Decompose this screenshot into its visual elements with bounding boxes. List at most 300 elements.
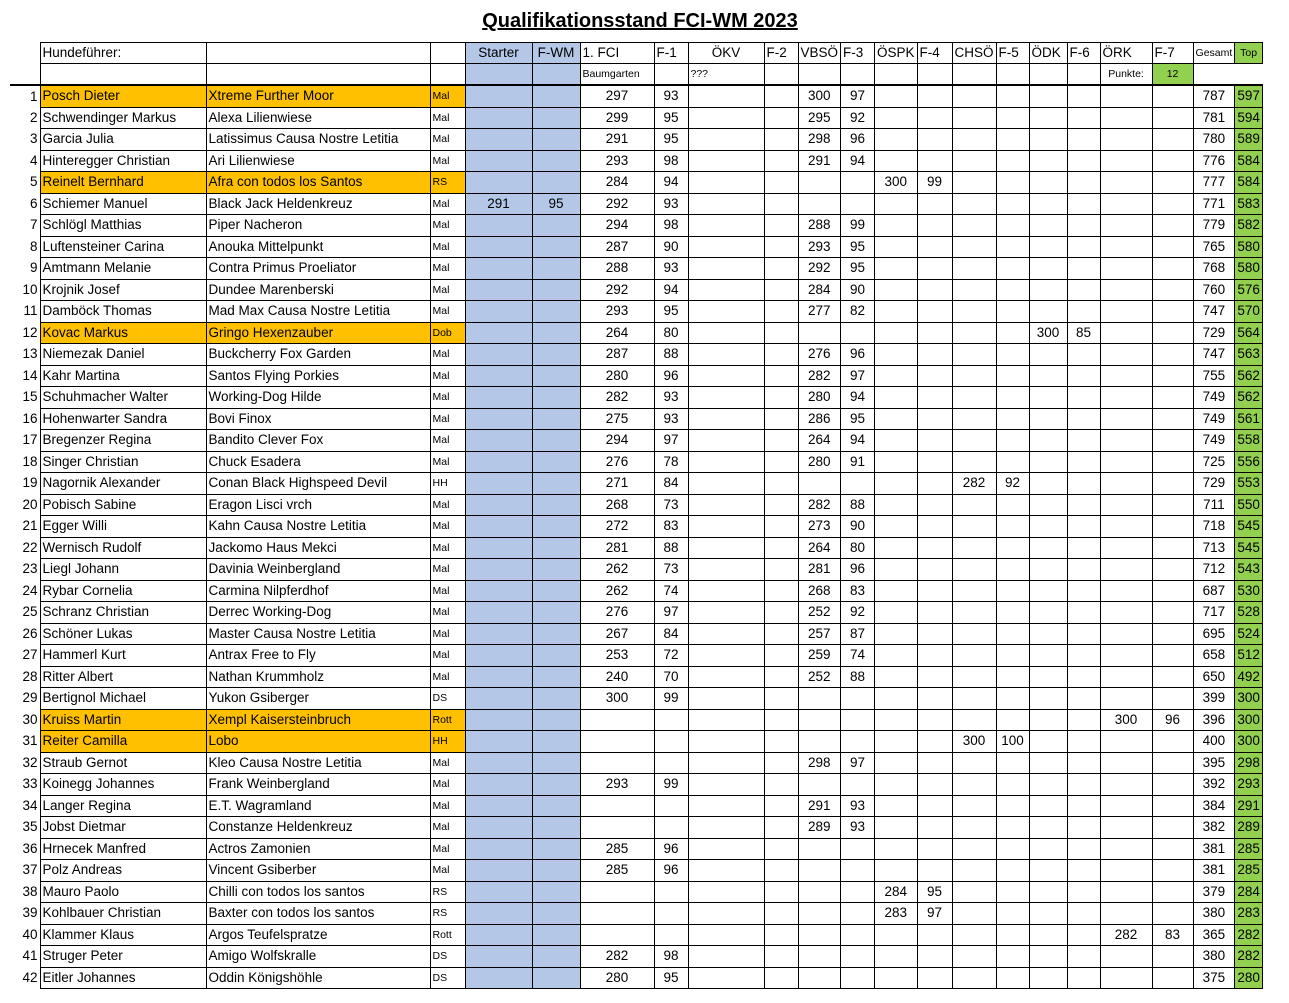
- score-ospk: [875, 322, 918, 344]
- score-f7: [1152, 451, 1193, 473]
- total-points: 718: [1193, 516, 1235, 538]
- score-f2: [764, 709, 798, 731]
- score-fci: 294: [580, 430, 654, 452]
- score-f7: [1152, 881, 1193, 903]
- score-fwm: [532, 516, 580, 538]
- score-f3: [841, 860, 875, 882]
- top-points: 300: [1235, 731, 1263, 753]
- subheader-gesamt: Punkte:: [1100, 64, 1152, 86]
- score-f2: [764, 580, 798, 602]
- score-fci: 282: [580, 387, 654, 409]
- score-f4: [917, 752, 952, 774]
- score-f7: 96: [1152, 709, 1193, 731]
- score-okv: [688, 365, 764, 387]
- score-f7: [1152, 279, 1193, 301]
- score-chso: [952, 215, 996, 237]
- breed-cell: Mal: [430, 85, 465, 107]
- score-f1: 97: [654, 602, 688, 624]
- score-ork: [1100, 731, 1152, 753]
- score-st: [465, 602, 532, 624]
- score-odk: [1029, 881, 1067, 903]
- score-f2: [764, 365, 798, 387]
- handler-name: Schuhmacher Walter: [40, 387, 206, 409]
- score-odk: [1029, 107, 1067, 129]
- score-vbso: 286: [798, 408, 841, 430]
- score-ork: [1100, 580, 1152, 602]
- score-fwm: [532, 258, 580, 280]
- score-fci: 284: [580, 172, 654, 194]
- score-ospk: 300: [875, 172, 918, 194]
- score-ospk: [875, 559, 918, 581]
- score-fci: 287: [580, 236, 654, 258]
- total-points: 381: [1193, 838, 1235, 860]
- score-chso: [952, 172, 996, 194]
- total-points: 725: [1193, 451, 1235, 473]
- score-ospk: [875, 473, 918, 495]
- score-okv: [688, 903, 764, 925]
- score-chso: [952, 602, 996, 624]
- score-f4: [917, 774, 952, 796]
- score-ospk: [875, 774, 918, 796]
- total-points: 396: [1193, 709, 1235, 731]
- score-chso: [952, 924, 996, 946]
- score-f6: [1067, 107, 1100, 129]
- score-f2: [764, 193, 798, 215]
- table-row: [10, 258, 1262, 280]
- top-points: 558: [1235, 430, 1263, 452]
- handler-name: Pobisch Sabine: [40, 494, 206, 516]
- score-f4: [917, 344, 952, 366]
- dog-name: Amigo Wolfskralle: [206, 946, 430, 968]
- score-chso: [952, 85, 996, 107]
- score-ospk: [875, 215, 918, 237]
- score-okv: [688, 688, 764, 710]
- score-f7: [1152, 903, 1193, 925]
- score-ork: [1100, 623, 1152, 645]
- score-f4: [917, 236, 952, 258]
- dog-name: Conan Black Highspeed Devil: [206, 473, 430, 495]
- score-f6: [1067, 85, 1100, 107]
- score-f1: 93: [654, 258, 688, 280]
- handler-name: Straub Gernot: [40, 752, 206, 774]
- breed-cell: Mal: [430, 494, 465, 516]
- empty-cell: [764, 64, 798, 86]
- score-ospk: [875, 408, 918, 430]
- score-okv: [688, 494, 764, 516]
- score-st: [465, 85, 532, 107]
- score-odk: [1029, 258, 1067, 280]
- score-f3: 94: [841, 387, 875, 409]
- score-f6: [1067, 150, 1100, 172]
- score-f3: [841, 946, 875, 968]
- score-f4: [917, 860, 952, 882]
- table-row: [10, 172, 1262, 194]
- col-header-f-7: F-7: [1152, 43, 1193, 64]
- score-f4: [917, 967, 952, 989]
- score-fci: [580, 817, 654, 839]
- top-points: 576: [1235, 279, 1263, 301]
- score-odk: [1029, 236, 1067, 258]
- score-odk: [1029, 666, 1067, 688]
- score-fwm: [532, 150, 580, 172]
- score-vbso: [798, 924, 841, 946]
- score-f3: 82: [841, 301, 875, 323]
- score-fci: 275: [580, 408, 654, 430]
- score-f1: 84: [654, 623, 688, 645]
- score-ork: [1100, 279, 1152, 301]
- score-f3: [841, 903, 875, 925]
- score-odk: [1029, 150, 1067, 172]
- table-row: [10, 688, 1262, 710]
- score-okv: [688, 430, 764, 452]
- score-f6: [1067, 301, 1100, 323]
- score-odk: [1029, 451, 1067, 473]
- score-chso: [952, 322, 996, 344]
- total-points: 392: [1193, 774, 1235, 796]
- score-f6: [1067, 193, 1100, 215]
- top-points: 528: [1235, 602, 1263, 624]
- total-points: 749: [1193, 430, 1235, 452]
- score-vbso: 252: [798, 666, 841, 688]
- score-f6: [1067, 838, 1100, 860]
- total-points: 381: [1193, 860, 1235, 882]
- rank-cell: 15: [10, 387, 40, 409]
- score-f3: [841, 473, 875, 495]
- breed-cell: Mal: [430, 580, 465, 602]
- score-fci: 272: [580, 516, 654, 538]
- score-f7: [1152, 838, 1193, 860]
- score-f1: 83: [654, 516, 688, 538]
- empty-cell: [532, 64, 580, 86]
- score-f1: 72: [654, 645, 688, 667]
- score-chso: [952, 860, 996, 882]
- score-f1: 93: [654, 85, 688, 107]
- score-fwm: [532, 924, 580, 946]
- dog-name: Santos Flying Porkies: [206, 365, 430, 387]
- score-f2: [764, 537, 798, 559]
- dog-name: Latissimus Causa Nostre Letitia: [206, 129, 430, 151]
- score-ork: [1100, 602, 1152, 624]
- score-ork: [1100, 408, 1152, 430]
- score-ospk: [875, 107, 918, 129]
- score-f6: [1067, 645, 1100, 667]
- score-ork: [1100, 193, 1152, 215]
- score-f4: [917, 817, 952, 839]
- score-f5: [996, 602, 1029, 624]
- score-ork: [1100, 752, 1152, 774]
- top-points: 282: [1235, 946, 1263, 968]
- breed-cell: Mal: [430, 279, 465, 301]
- score-ork: [1100, 322, 1152, 344]
- score-vbso: [798, 881, 841, 903]
- score-vbso: 291: [798, 150, 841, 172]
- score-f1: 95: [654, 301, 688, 323]
- dog-name: Nathan Krummholz: [206, 666, 430, 688]
- handler-name: Nagornik Alexander: [40, 473, 206, 495]
- dog-name: Davinia Weinbergland: [206, 559, 430, 581]
- score-chso: [952, 430, 996, 452]
- score-f7: [1152, 150, 1193, 172]
- score-f4: [917, 451, 952, 473]
- score-ork: [1100, 451, 1152, 473]
- handler-name: Posch Dieter: [40, 85, 206, 107]
- score-fwm: [532, 344, 580, 366]
- score-fci: 276: [580, 451, 654, 473]
- top-points: 556: [1235, 451, 1263, 473]
- score-odk: [1029, 387, 1067, 409]
- score-fci: 262: [580, 559, 654, 581]
- score-okv: [688, 408, 764, 430]
- handler-name: Schiemer Manuel: [40, 193, 206, 215]
- dog-name: Carmina Nilpferdhof: [206, 580, 430, 602]
- score-f2: [764, 150, 798, 172]
- score-ork: [1100, 129, 1152, 151]
- score-odk: [1029, 795, 1067, 817]
- score-f2: [764, 279, 798, 301]
- score-fwm: [532, 559, 580, 581]
- score-f7: [1152, 537, 1193, 559]
- dog-name: Eragon Lisci vrch: [206, 494, 430, 516]
- score-chso: [952, 580, 996, 602]
- score-st: [465, 150, 532, 172]
- score-f4: [917, 387, 952, 409]
- table-row: [10, 473, 1262, 495]
- score-okv: [688, 172, 764, 194]
- score-ospk: [875, 645, 918, 667]
- score-f1: [654, 795, 688, 817]
- score-odk: [1029, 537, 1067, 559]
- col-header--kv: ÖKV: [688, 43, 764, 64]
- rank-cell: 2: [10, 107, 40, 129]
- score-st: [465, 623, 532, 645]
- score-vbso: 268: [798, 580, 841, 602]
- breed-cell: Mal: [430, 107, 465, 129]
- score-okv: [688, 881, 764, 903]
- score-f6: [1067, 430, 1100, 452]
- score-f1: [654, 709, 688, 731]
- score-fwm: [532, 451, 580, 473]
- score-fwm: [532, 322, 580, 344]
- score-f6: [1067, 752, 1100, 774]
- score-vbso: 289: [798, 817, 841, 839]
- score-chso: [952, 774, 996, 796]
- score-f6: [1067, 494, 1100, 516]
- score-ork: [1100, 688, 1152, 710]
- score-odk: [1029, 860, 1067, 882]
- handler-name: Ritter Albert: [40, 666, 206, 688]
- score-fci: 291: [580, 129, 654, 151]
- score-vbso: [798, 322, 841, 344]
- table-row: [10, 322, 1262, 344]
- rank-cell: 28: [10, 666, 40, 688]
- handler-name: Klammer Klaus: [40, 924, 206, 946]
- rank-cell: 12: [10, 322, 40, 344]
- breed-cell: Mal: [430, 666, 465, 688]
- score-f4: [917, 838, 952, 860]
- score-f2: [764, 344, 798, 366]
- score-f3: 96: [841, 344, 875, 366]
- score-f3: 97: [841, 752, 875, 774]
- score-okv: [688, 602, 764, 624]
- score-vbso: [798, 709, 841, 731]
- top-points: 282: [1235, 924, 1263, 946]
- score-fwm: [532, 709, 580, 731]
- score-f7: [1152, 236, 1193, 258]
- score-f4: [917, 580, 952, 602]
- total-points: 695: [1193, 623, 1235, 645]
- top-points: 300: [1235, 688, 1263, 710]
- dog-name: Chilli con todos los santos: [206, 881, 430, 903]
- score-f6: [1067, 967, 1100, 989]
- score-st: [465, 430, 532, 452]
- dog-name: Alexa Lilienwiese: [206, 107, 430, 129]
- score-f2: [764, 817, 798, 839]
- score-vbso: [798, 838, 841, 860]
- score-fwm: [532, 903, 580, 925]
- score-odk: [1029, 430, 1067, 452]
- score-vbso: [798, 688, 841, 710]
- top-points: 589: [1235, 129, 1263, 151]
- table-row: [10, 516, 1262, 538]
- total-points: 399: [1193, 688, 1235, 710]
- handler-name: Reinelt Bernhard: [40, 172, 206, 194]
- dog-name: Afra con todos los Santos: [206, 172, 430, 194]
- score-chso: [952, 795, 996, 817]
- score-f2: [764, 107, 798, 129]
- top-points: 583: [1235, 193, 1263, 215]
- score-fci: [580, 709, 654, 731]
- score-vbso: 273: [798, 516, 841, 538]
- table-row: [10, 817, 1262, 839]
- score-f6: [1067, 795, 1100, 817]
- score-f1: 96: [654, 838, 688, 860]
- breed-cell: Mal: [430, 559, 465, 581]
- score-ork: [1100, 817, 1152, 839]
- score-odk: [1029, 709, 1067, 731]
- score-f2: [764, 559, 798, 581]
- score-okv: [688, 731, 764, 753]
- score-odk: [1029, 279, 1067, 301]
- score-chso: [952, 881, 996, 903]
- breed-cell: Mal: [430, 451, 465, 473]
- score-f1: 93: [654, 387, 688, 409]
- score-fci: 292: [580, 279, 654, 301]
- score-f1: [654, 924, 688, 946]
- breed-cell: Mal: [430, 408, 465, 430]
- score-f6: [1067, 924, 1100, 946]
- score-ospk: 283: [875, 903, 918, 925]
- rank-cell: 27: [10, 645, 40, 667]
- rank-cell: 14: [10, 365, 40, 387]
- rank-cell: 31: [10, 731, 40, 753]
- score-f2: [764, 774, 798, 796]
- score-okv: [688, 451, 764, 473]
- score-fwm: [532, 85, 580, 107]
- score-f5: [996, 645, 1029, 667]
- handler-name: Schwendinger Markus: [40, 107, 206, 129]
- score-fwm: [532, 430, 580, 452]
- score-f5: [996, 107, 1029, 129]
- qualification-table: [10, 42, 1263, 989]
- score-f3: [841, 193, 875, 215]
- score-st: [465, 451, 532, 473]
- score-f5: [996, 365, 1029, 387]
- rank-cell: 22: [10, 537, 40, 559]
- score-st: [465, 645, 532, 667]
- rank-cell: 11: [10, 301, 40, 323]
- handler-name: Bertignol Michael: [40, 688, 206, 710]
- breed-cell: Mal: [430, 193, 465, 215]
- score-f2: [764, 172, 798, 194]
- score-f6: [1067, 666, 1100, 688]
- score-vbso: 281: [798, 559, 841, 581]
- score-f7: [1152, 258, 1193, 280]
- score-f6: [1067, 623, 1100, 645]
- score-vbso: 252: [798, 602, 841, 624]
- score-vbso: 282: [798, 365, 841, 387]
- top-points: 597: [1235, 85, 1263, 107]
- score-st: [465, 236, 532, 258]
- score-chso: [952, 645, 996, 667]
- score-fwm: [532, 365, 580, 387]
- total-points: 768: [1193, 258, 1235, 280]
- score-f6: [1067, 129, 1100, 151]
- score-ork: [1100, 301, 1152, 323]
- score-vbso: 257: [798, 623, 841, 645]
- score-okv: [688, 150, 764, 172]
- score-ospk: [875, 838, 918, 860]
- score-vbso: 264: [798, 537, 841, 559]
- score-f7: [1152, 559, 1193, 581]
- score-odk: [1029, 688, 1067, 710]
- table-row: [10, 967, 1262, 989]
- score-odk: [1029, 967, 1067, 989]
- score-f5: [996, 150, 1029, 172]
- score-f3: 90: [841, 516, 875, 538]
- rank-cell: 10: [10, 279, 40, 301]
- score-f1: 78: [654, 451, 688, 473]
- breed-cell: Mal: [430, 838, 465, 860]
- score-f3: 94: [841, 430, 875, 452]
- score-f4: [917, 193, 952, 215]
- score-f2: [764, 387, 798, 409]
- score-ospk: [875, 924, 918, 946]
- score-fci: [580, 903, 654, 925]
- score-chso: [952, 838, 996, 860]
- score-st: [465, 494, 532, 516]
- score-vbso: 293: [798, 236, 841, 258]
- score-f2: [764, 860, 798, 882]
- handler-name: Amtmann Melanie: [40, 258, 206, 280]
- score-f4: [917, 731, 952, 753]
- score-odk: [1029, 731, 1067, 753]
- rank-cell: 41: [10, 946, 40, 968]
- score-f1: 80: [654, 322, 688, 344]
- handler-name: Hohenwarter Sandra: [40, 408, 206, 430]
- score-f6: [1067, 408, 1100, 430]
- score-f3: 88: [841, 666, 875, 688]
- dog-name: Anouka Mittelpunkt: [206, 236, 430, 258]
- score-f5: [996, 344, 1029, 366]
- breed-cell: Mal: [430, 150, 465, 172]
- score-vbso: 259: [798, 645, 841, 667]
- table-row: [10, 559, 1262, 581]
- score-f2: [764, 258, 798, 280]
- score-chso: [952, 903, 996, 925]
- top-points: 564: [1235, 322, 1263, 344]
- rank-cell: 1: [10, 85, 40, 107]
- score-f4: [917, 559, 952, 581]
